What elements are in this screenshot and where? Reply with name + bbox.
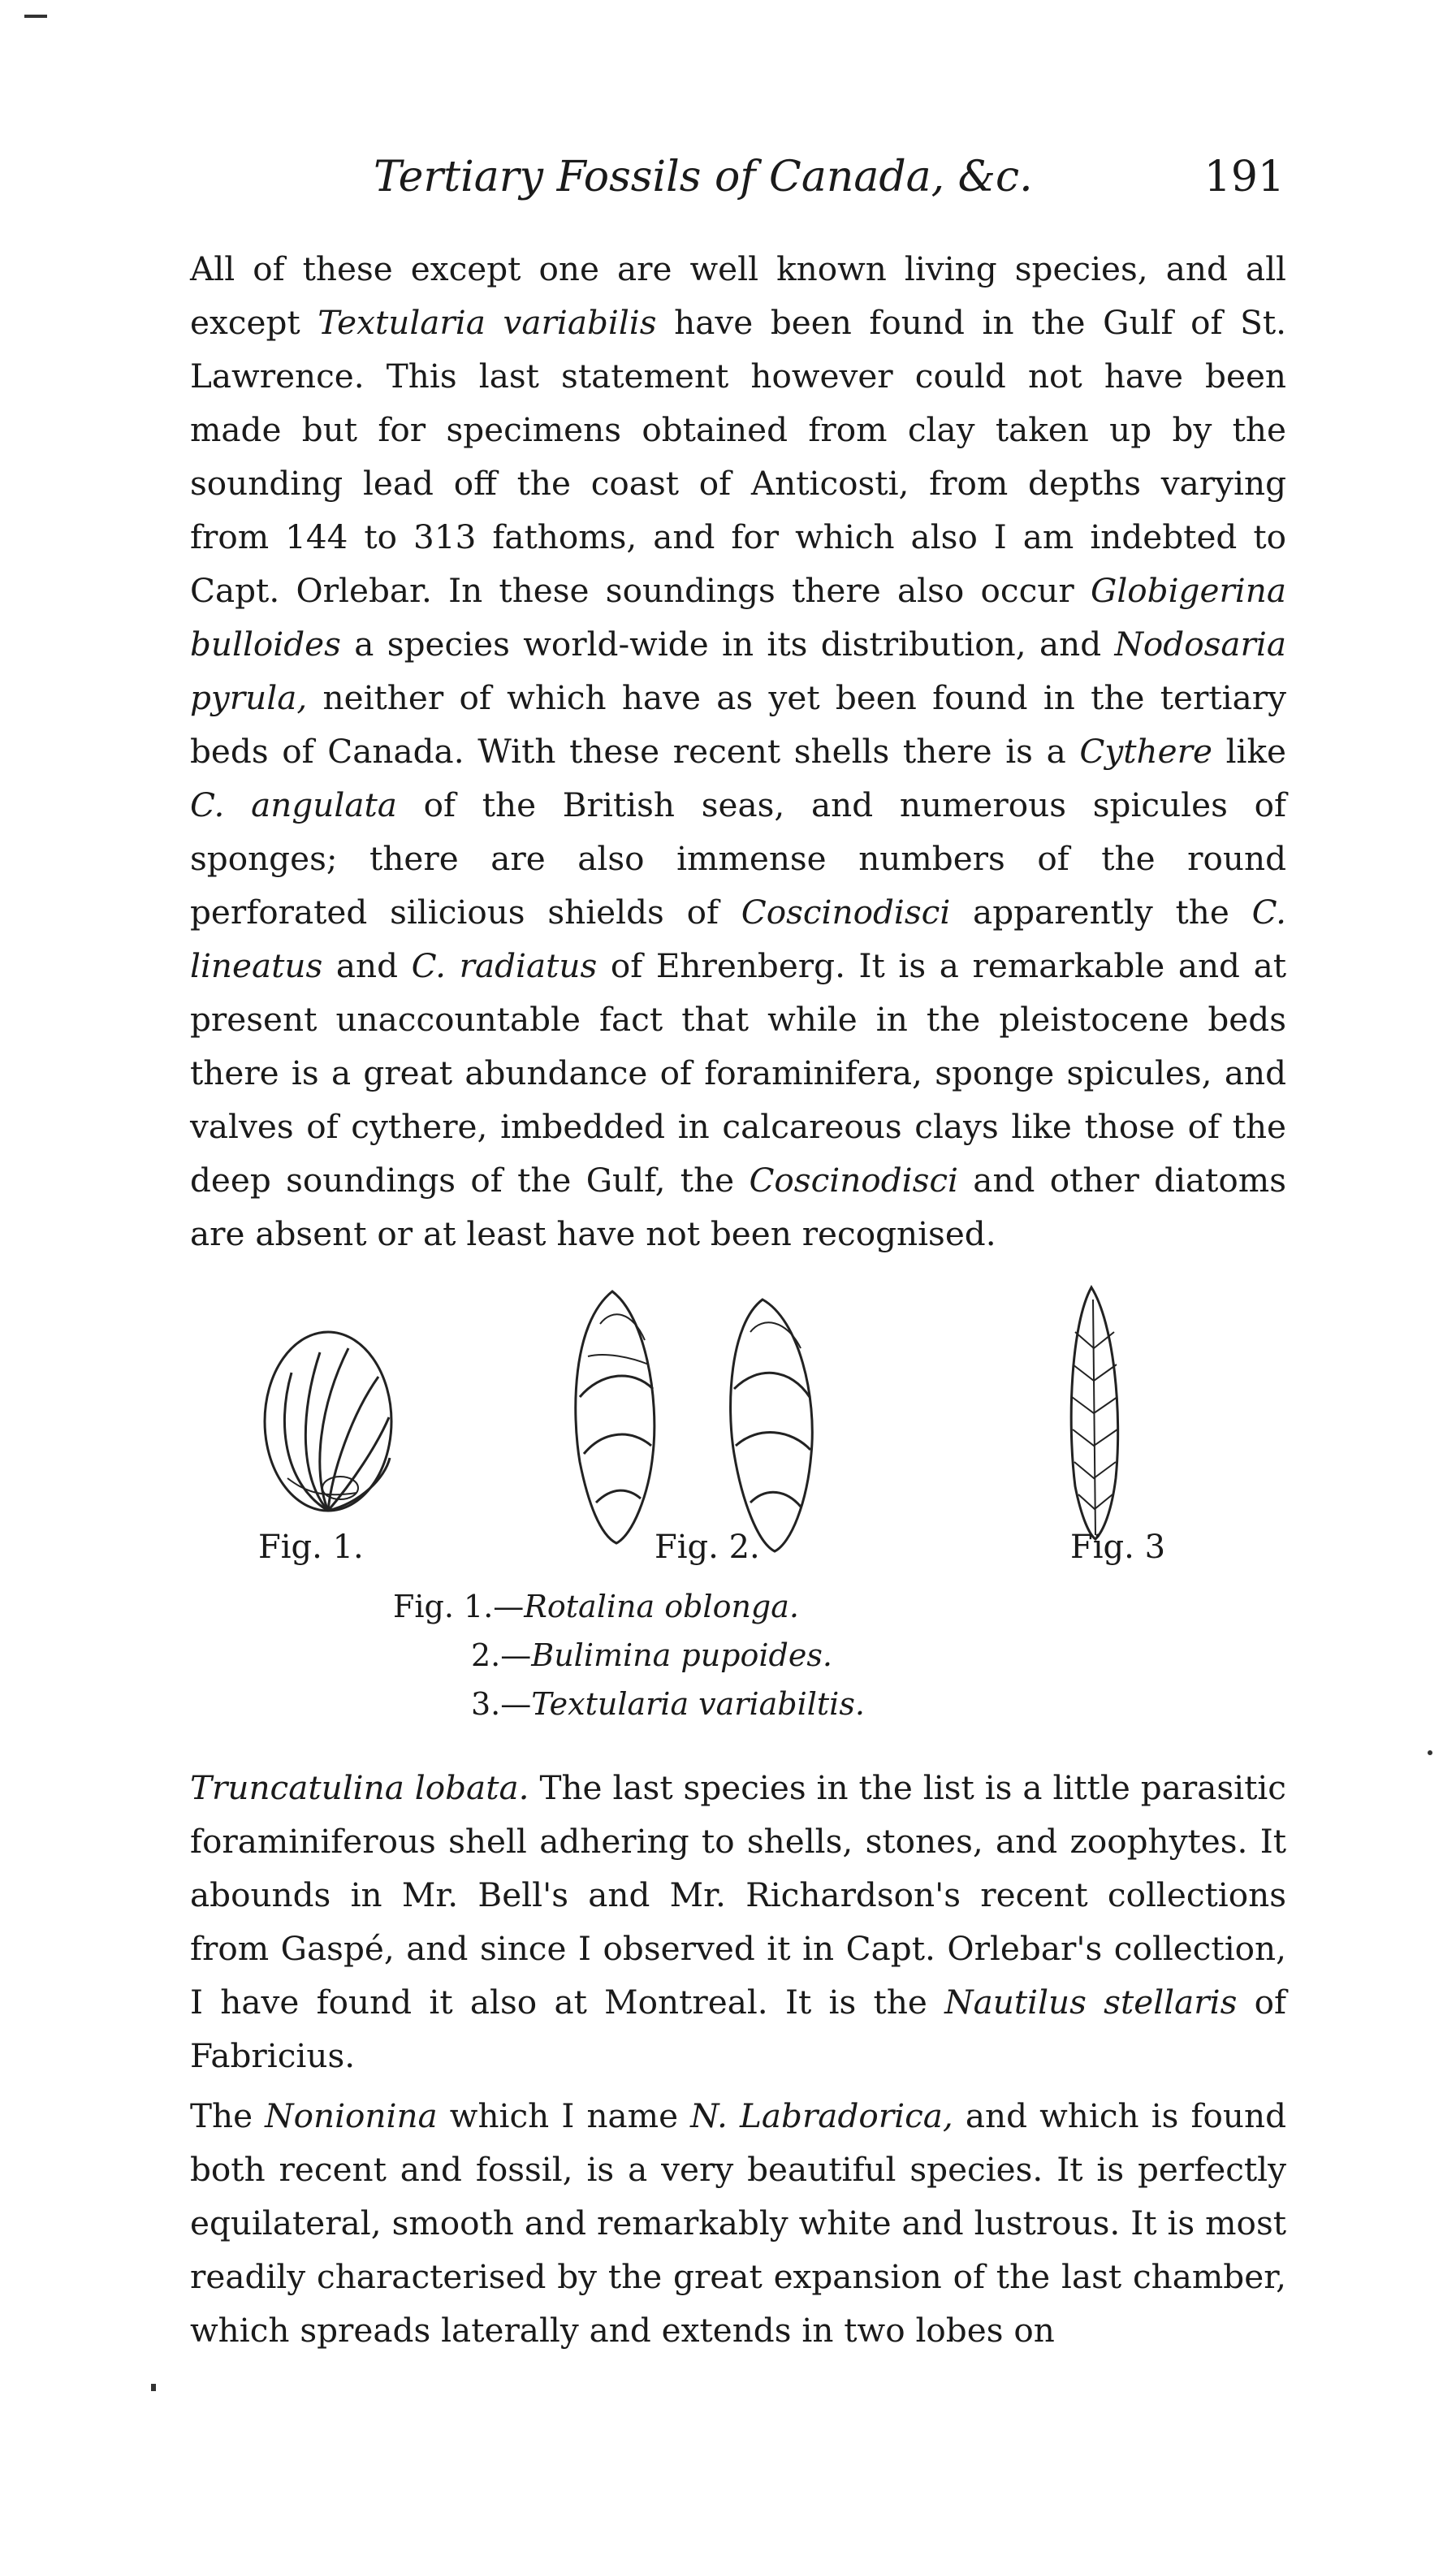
paragraph-1 [190, 242, 1286, 1261]
figure-3-label: Fig. 3 [1070, 1529, 1166, 1566]
caption-number: 2.— [471, 1637, 532, 1673]
species-name: Globigerina bulloides [190, 571, 1286, 664]
figure-1-label: Fig. 1. [258, 1529, 364, 1566]
caption-line-3 [471, 1681, 865, 1727]
figure-2-label: Fig. 2. [655, 1529, 760, 1566]
species-name: Nodosaria pyrula, [190, 625, 1286, 717]
paragraph-2-text [190, 1761, 1286, 2082]
figure-1-rotalina-drawing [265, 1332, 391, 1511]
text-run: have been found in the Gulf of St. Lawrence. This last statement however could not have been made but for specimens obtained from clay taken up by the sounding lead off the coast of Anticosti, from depths varying from 144 to 313 fathoms, and for which also I am indebted to Capt. Orlebar. In these soundings there also occur [190, 303, 1286, 610]
text-run: All of these except one are well known living species, and all except [190, 249, 1286, 342]
text-run: The last species in the list is a little parasitic foraminiferous shell adhering to shells, stones, and zoophytes. It abounds in Mr. Bell's and Mr. Richardson's recent collections from Gaspé, and since I observed it in Capt. Orlebar's collection, I have found it also at Montreal. It is the [190, 1768, 1286, 2022]
figure-3-textularia-drawing [1071, 1287, 1117, 1539]
text-run: apparently the [950, 893, 1252, 932]
running-header [374, 145, 1285, 210]
paragraphs-2-3 [190, 1761, 1286, 2357]
species-name: C. radiatus [411, 946, 598, 985]
species-name: C. lineatus [190, 893, 1286, 985]
text-run: of Fabricius. [190, 1983, 1287, 2075]
foraminifera-figures [190, 1275, 1286, 1568]
caption-species: Bulimina pupoides. [531, 1637, 832, 1673]
page-number: 191 [1203, 153, 1285, 201]
text-run: like [1212, 732, 1286, 771]
species-name: N. Labradorica, [690, 2096, 953, 2135]
running-title: Tertiary Fossils of Canada, &c. [374, 153, 1033, 201]
scan-mark [151, 2384, 156, 2391]
text-run: of Ehrenberg. It is a remarkable and at present unaccountable fact that while in the pleistocene beds there is a great abundance of foraminifera, sponge spicules, and valves of cythere, imbedded in calcareous clays like those of the deep soundings of the Gulf, the [190, 946, 1286, 1200]
figure-2a-bulimina-drawing [576, 1291, 655, 1543]
caption-species: Rotalina oblonga. [524, 1589, 799, 1624]
text-run: The [190, 2096, 266, 2135]
paragraph-3-text [190, 2089, 1286, 2357]
text-run: and other diatoms are absent or at least have not been recognised. [190, 1161, 1286, 1253]
caption-number: 1.— [464, 1589, 525, 1624]
caption-line-1 [393, 1584, 799, 1629]
species-name: Truncatulina lobata. [190, 1768, 529, 1807]
scan-mark [1428, 1750, 1432, 1755]
species-name: C. angulata [190, 785, 397, 824]
figure-2b-bulimina-drawing [731, 1300, 813, 1551]
text-run: and [322, 946, 412, 985]
species-name: Nautilus stellaris [944, 1983, 1238, 2022]
text-run: which I name [437, 2096, 691, 2135]
text-run: and which is found both recent and fossil, is a very beautiful species. It is perfectly equilateral, smooth and remarkably white and lustrous. It is most readily characterised by the great expansion of the last chamber, which spreads laterally and extends in two lobes on [190, 2096, 1286, 2350]
text-run: of the British seas, and numerous spicules of sponges; there are also immense numbers of the round perforated silicious shields of [190, 785, 1286, 932]
caption-line-2 [471, 1633, 832, 1678]
species-name: Nonionina [265, 2096, 438, 2135]
text-run: neither of which have as yet been found in the tertiary beds of Canada. With these recent shells there is a [190, 678, 1286, 771]
caption-species: Textularia variabiltis. [531, 1686, 865, 1722]
species-name: Textularia variabilis [318, 303, 657, 342]
caption-number: 3.— [471, 1686, 532, 1722]
paragraph-1-text [190, 242, 1286, 1261]
text-run: a species world-wide in its distribution, and [340, 625, 1115, 664]
scan-mark [24, 15, 47, 18]
species-name: Coscinodisci [749, 1161, 958, 1200]
caption-lead: Fig. [393, 1589, 454, 1624]
species-name: Coscinodisci [741, 893, 951, 932]
species-name: Cythere [1079, 732, 1212, 771]
